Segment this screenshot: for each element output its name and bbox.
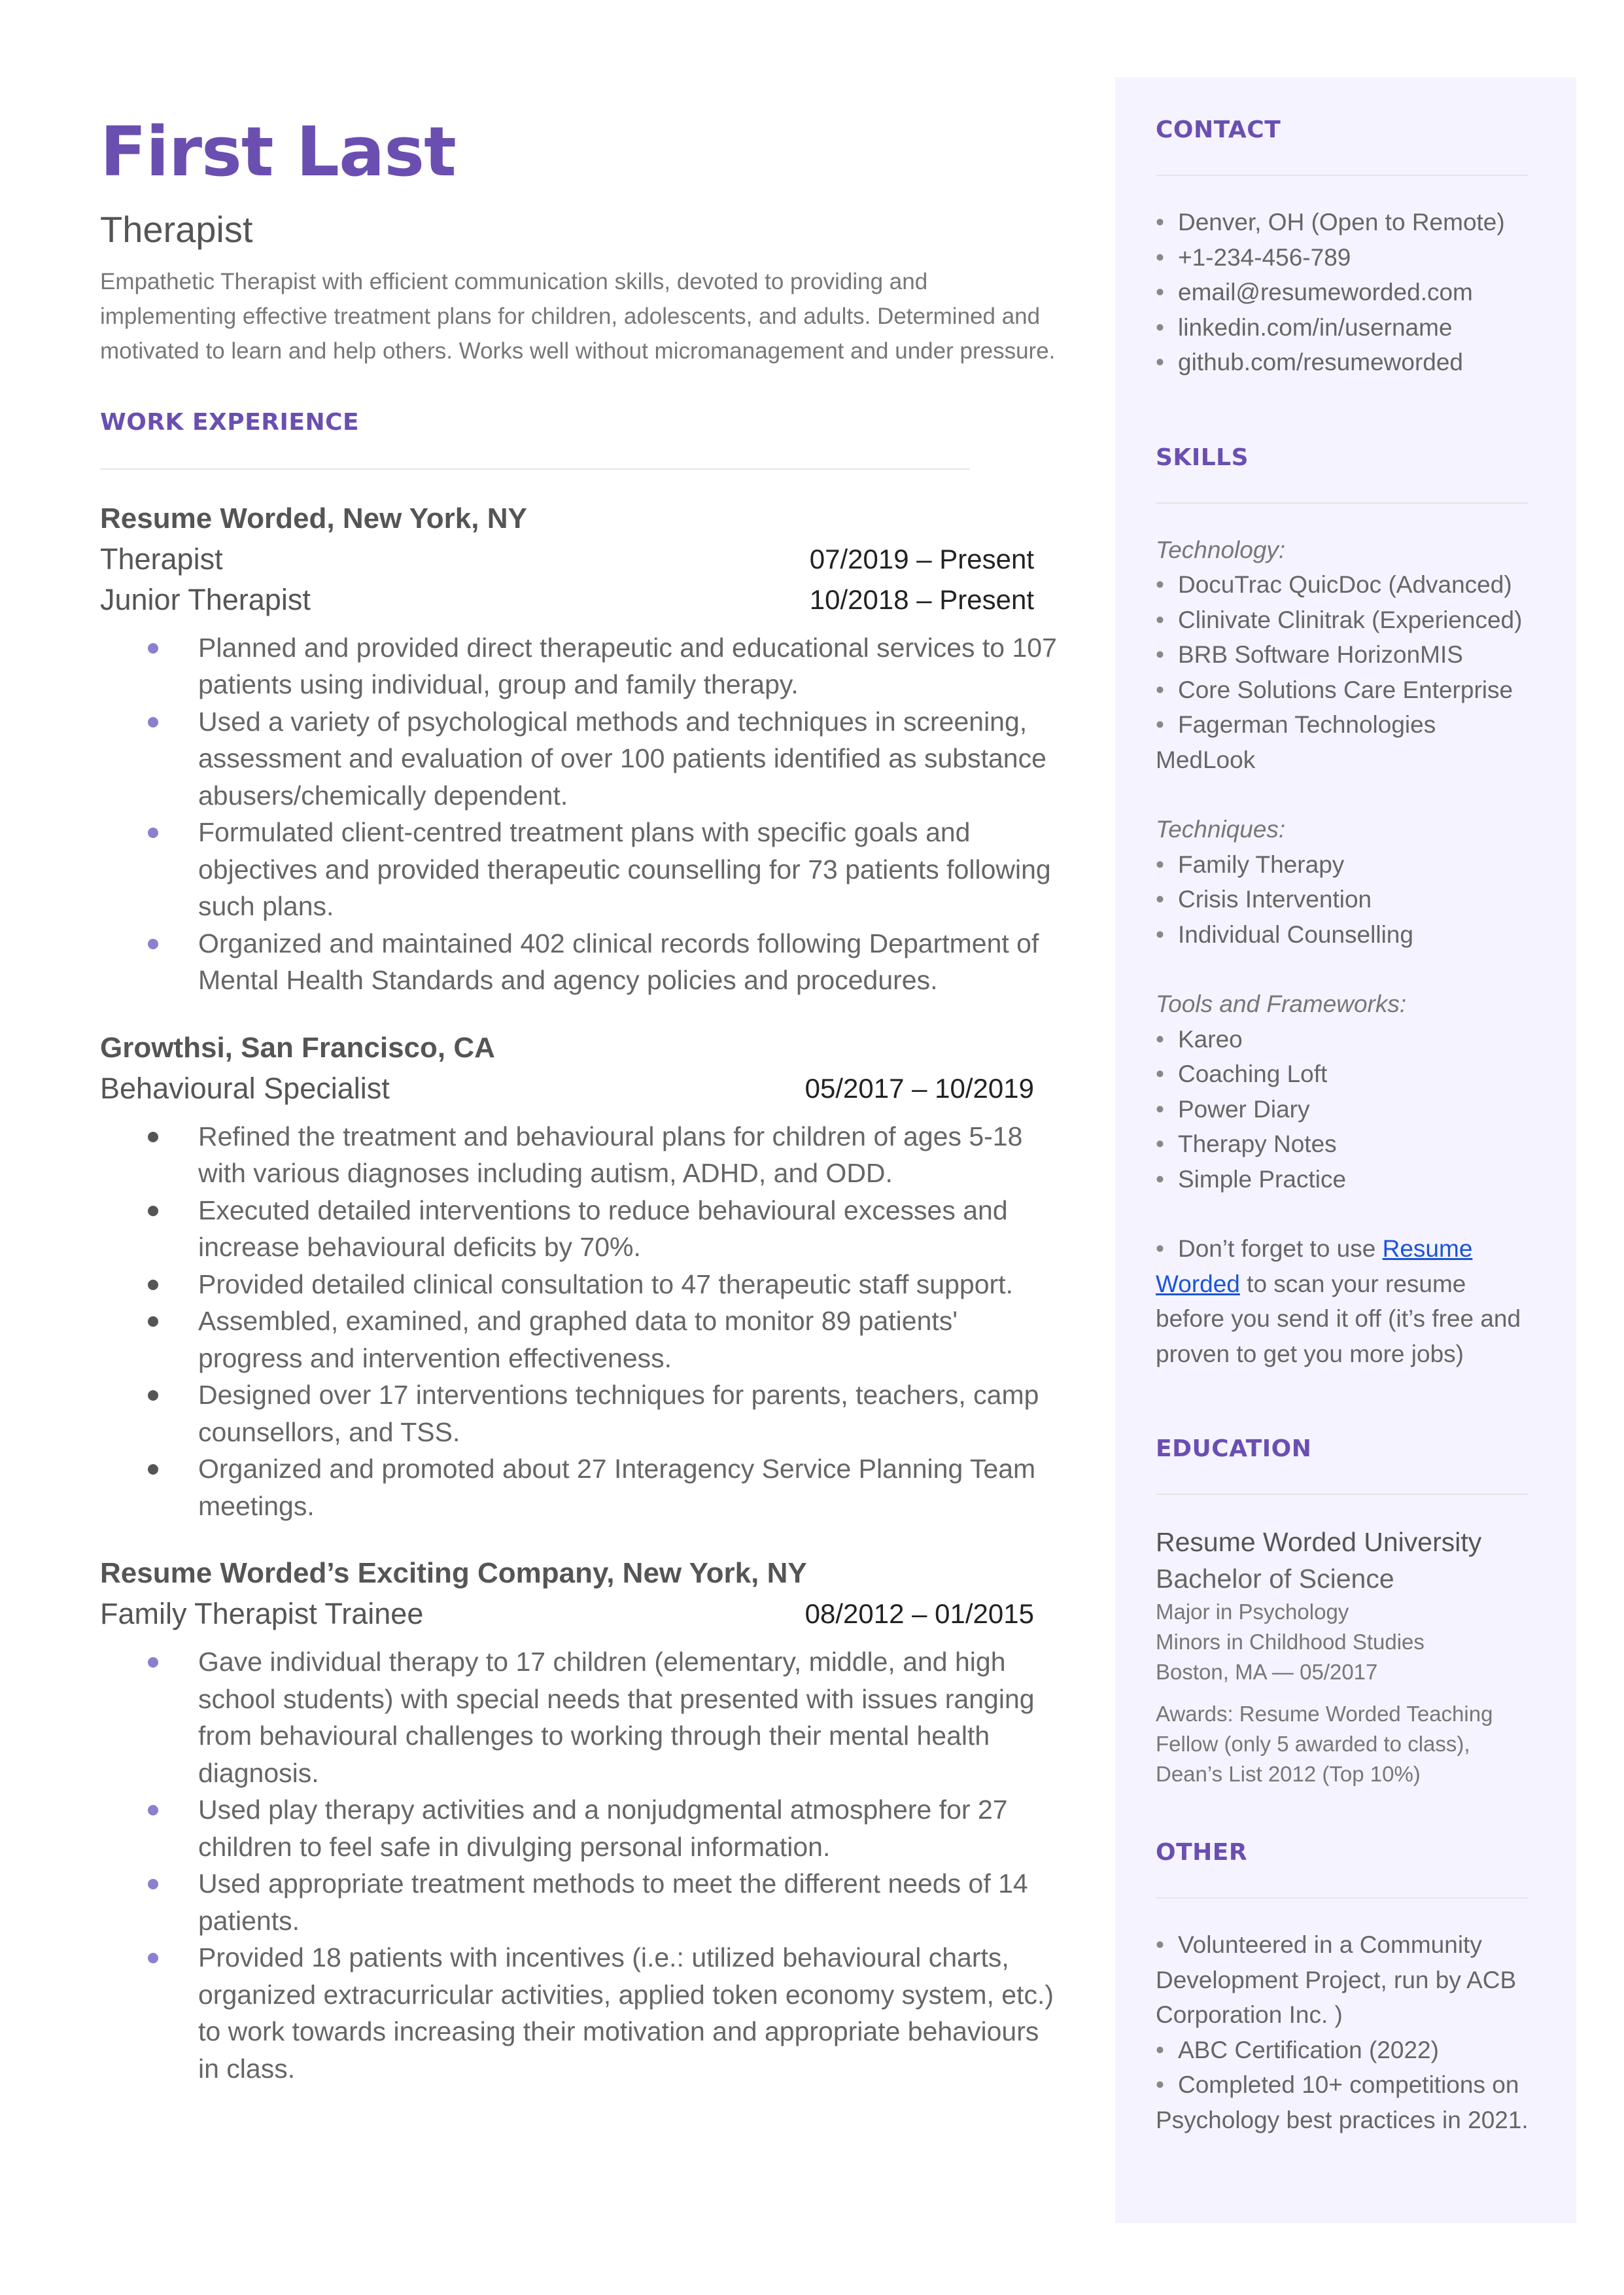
list-item [100,1192,1062,1266]
contact-list [1156,205,1529,380]
contact-item [1156,310,1529,345]
skill-item [1156,1057,1529,1092]
other-list [1156,1927,1529,2137]
list-item [100,1118,1062,1192]
skill-item-text: Fagerman Technologies MedLook [1156,711,1436,773]
skill-item-text: Coaching Loft [1178,1060,1328,1087]
bullet-icon: • [1156,313,1164,341]
skill-list [1156,1022,1529,1197]
resume-worded-link[interactable]: Resume Worded [1156,1235,1473,1297]
school-name: Resume Worded University [1156,1527,1482,1557]
skill-category [1156,533,1529,778]
skill-category [1156,987,1529,1197]
section-divider [1156,1494,1529,1495]
major: Major in Psychology [1156,1600,1349,1624]
bullet-icon: • [1156,2036,1164,2063]
job-entry [100,1553,1062,2087]
other-heading: OTHER [1156,1839,1248,1866]
list-item [100,629,1062,703]
skill-item-text: Family Therapy [1178,850,1345,878]
bullet-icon: • [1156,1130,1164,1157]
skill-category-label: Techniques: [1156,816,1286,843]
bullet-icon [148,1953,158,1963]
job-entry [100,1028,1062,1525]
education-section [1156,1435,1529,1789]
skill-item [1156,1162,1529,1197]
role-dates: 07/2019 – Present [809,543,1034,574]
list-item [100,1376,1062,1450]
skill-item [1156,603,1529,638]
bullet-icon: • [1156,1025,1164,1053]
skill-item-text: Power Diary [1178,1095,1310,1123]
section-divider [100,468,970,470]
contact-item [1156,240,1529,275]
skill-category [1156,812,1529,952]
awards: Awards: Resume Worded Teaching Fellow (only 5 awarded to class), Dean’s List 2012 (Top 10%) [1156,1702,1493,1786]
other-item-text: ABC Certification (2022) [1178,2036,1439,2063]
contact-item-text: Denver, OH (Open to Remote) [1178,209,1505,236]
role-line [100,580,1034,620]
bullet-icon: • [1156,606,1164,633]
bullet-icon: • [1156,2071,1164,2098]
achievement-list [100,1643,1062,2087]
bullet-icon: • [1156,1095,1164,1123]
education-heading: EDUCATION [1156,1435,1312,1462]
skill-item [1156,882,1529,917]
bullet-icon [148,1390,158,1401]
skill-category-label: Tools and Frameworks: [1156,990,1407,1017]
summary: Empathetic Therapist with efficient communication skills, devoted to providing and implementing effective treatment plans for children, adolescents, and adults. Determined and motivated to learn and help others. Works well without micromanagement and under pressure. [100,268,1056,364]
main-column [100,111,1062,2087]
skill-list [1156,847,1529,953]
other-item-text: Completed 10+ competitions on Psychology best practices in 2021. [1156,2071,1529,2133]
skill-item [1156,917,1529,953]
achievement-text: Executed detailed interventions to reduce behavioural excesses and increase behavioural deficits by 70%. [198,1195,1008,1263]
tip-suffix: to scan your resume before you send it off (it’s free and proven to get you more jobs) [1156,1270,1521,1367]
tip-prefix: Don’t forget to use [1178,1235,1383,1262]
achievement-list [100,1118,1062,1525]
bullet-icon [148,1464,158,1475]
company-name: Resume Worded’s Exciting Company, New York, NY [100,1557,807,1590]
contact-heading: CONTACT [1156,116,1281,143]
bullet-icon: • [1156,676,1164,703]
bullet-icon [148,643,158,654]
skill-item [1156,637,1529,673]
list-item [100,1865,1062,1939]
role-title: Family Therapist Trainee [100,1597,424,1631]
list-item [100,1303,1062,1376]
bullet-icon: • [1156,1060,1164,1087]
achievement-text: Used play therapy activities and a nonjudgmental atmosphere for 27 children to feel safe in divulging personal information. [198,1795,1008,1862]
skill-item-text: Clinivate Clinitrak (Experienced) [1178,606,1523,633]
role-dates: 10/2018 – Present [809,584,1034,615]
role-title: Junior Therapist [100,582,311,616]
list-item [100,1450,1062,1524]
skill-item [1156,1092,1529,1127]
bullet-icon: • [1156,711,1164,738]
section-divider [1156,1897,1529,1899]
bullet-icon: • [1156,279,1164,306]
skill-item [1156,847,1529,883]
role-title: Behavioural Specialist [100,1071,390,1105]
skill-item [1156,1127,1529,1162]
list-item [100,1643,1062,1791]
achievement-text: Provided detailed clinical consultation to 47 therapeutic staff support. [198,1269,1013,1299]
bullet-icon: • [1156,243,1164,271]
bullet-icon [148,1805,158,1815]
bullet-icon: • [1156,209,1164,236]
list-item [100,925,1062,999]
achievement-text: Organized and promoted about 27 Interagency Service Planning Team meetings. [198,1454,1036,1521]
resume-tip [1156,1231,1529,1371]
list-item [100,1791,1062,1865]
bullet-icon [148,1280,158,1290]
work-experience-heading: WORK EXPERIENCE [100,408,360,436]
achievement-text: Planned and provided direct therapeutic and educational services to 107 patients using individual, group and family therapy. [198,632,1057,700]
bullet-icon: • [1156,571,1164,598]
role-line [100,1594,1034,1634]
skill-item-text: DocuTrac QuicDoc (Advanced) [1178,571,1512,598]
contact-item [1156,275,1529,310]
bullet-icon: • [1156,850,1164,878]
achievement-list [100,629,1062,999]
work-experience-list [100,499,1062,2088]
contact-item-text: github.com/resumeworded [1178,349,1463,376]
bullet-icon [148,828,158,838]
skill-item-text: BRB Software HorizonMIS [1178,641,1463,668]
other-item [1156,2033,1529,2068]
other-item [1156,2067,1529,2137]
achievement-text: Organized and maintained 402 clinical records following Department of Mental Health Standards and agency policies and procedures. [198,928,1039,996]
bullet-icon: • [1156,886,1164,913]
other-item [1156,1927,1529,2033]
bullet-icon: • [1156,920,1164,948]
skill-item-text: Crisis Intervention [1178,886,1372,913]
bullet-icon: • [1156,349,1164,376]
list-item [100,703,1062,815]
bullet-icon: • [1156,1235,1164,1262]
candidate-name: First Last [100,112,456,192]
achievement-text: Formulated client-centred treatment plans with specific goals and objectives and provided therapeutic counselling for 73 patients following such plans. [198,817,1051,922]
section-divider [1156,502,1529,504]
contact-item [1156,345,1529,380]
role-title: Therapist [100,542,223,576]
skill-item-text: Simple Practice [1178,1165,1347,1193]
achievement-text: Used a variety of psychological methods and techniques in screening, assessment and evaluation of over 100 patients identified as substance abusers/chemically dependent. [198,706,1046,811]
skill-item [1156,1022,1529,1057]
achievement-text: Gave individual therapy to 17 children (elementary, middle, and high school students) with special needs that presented with issues ranging from behavioural challenges to working through their mental health diagnosis. [198,1647,1035,1788]
role-dates: 08/2012 – 01/2015 [804,1598,1034,1630]
bullet-icon: • [1156,1165,1164,1193]
list-item [100,1939,1062,2087]
company-name: Growthsi, San Francisco, CA [100,1031,495,1064]
contact-item [1156,205,1529,240]
contact-item-text: email@resumeworded.com [1178,279,1473,306]
bullet-icon [148,717,158,727]
sidebar [1115,77,1576,2223]
role-dates: 05/2017 – 10/2019 [804,1072,1034,1104]
bullet-icon [148,1206,158,1216]
role-line [100,539,1034,580]
skill-list [1156,567,1529,777]
role-line [100,1068,1034,1109]
skills-section [1156,444,1529,1372]
skill-item [1156,567,1529,603]
skill-item-text: Therapy Notes [1178,1130,1337,1157]
achievement-text: Designed over 17 interventions techniques for parents, teachers, camp counsellors, and TSS. [198,1380,1039,1447]
achievement-text: Used appropriate treatment methods to meet the different needs of 14 patients. [198,1868,1028,1936]
list-item [100,814,1062,925]
other-item-text: Volunteered in a Community Development Project, run by ACB Corporation Inc. ) [1156,1931,1517,2028]
skill-category-label: Technology: [1156,536,1286,563]
achievement-text: Refined the treatment and behavioural plans for children of ages 5-18 with various diagnoses including autism, ADHD, and ODD. [198,1121,1023,1189]
skill-item-text: Kareo [1178,1025,1243,1053]
skills-heading: SKILLS [1156,444,1249,471]
bullet-icon: • [1156,641,1164,668]
skill-item [1156,673,1529,708]
achievement-text: Assembled, examined, and graphed data to monitor 89 patients' progress and intervention effectiveness. [198,1306,958,1373]
list-item [100,1266,1062,1303]
bullet-icon [148,939,158,949]
contact-item-text: +1-234-456-789 [1178,243,1351,271]
skill-item-text: Core Solutions Care Enterprise [1178,676,1513,703]
degree: Bachelor of Science [1156,1564,1394,1594]
bullet-icon [148,1316,158,1327]
school-location-date: Boston, MA — 05/2017 [1156,1660,1378,1684]
candidate-title: Therapist [100,208,253,250]
other-section [1156,1839,1529,2137]
minors: Minors in Childhood Studies [1156,1630,1425,1654]
bullet-icon [148,1879,158,1889]
section-divider [1156,175,1529,176]
skill-item [1156,707,1529,777]
skill-item-text: Individual Counselling [1178,920,1413,948]
contact-item-text: linkedin.com/in/username [1178,313,1453,341]
job-entry [100,499,1062,999]
achievement-text: Provided 18 patients with incentives (i.e.: utilized behavioural charts, organized extracurricular activities, applied token economy system, etc.) to work towards increasing their motivation and appropriate behaviours in class. [198,1942,1054,2084]
bullet-icon: • [1156,1931,1164,1958]
company-name: Resume Worded, New York, NY [100,502,527,534]
bullet-icon [148,1132,158,1142]
bullet-icon [148,1657,158,1668]
